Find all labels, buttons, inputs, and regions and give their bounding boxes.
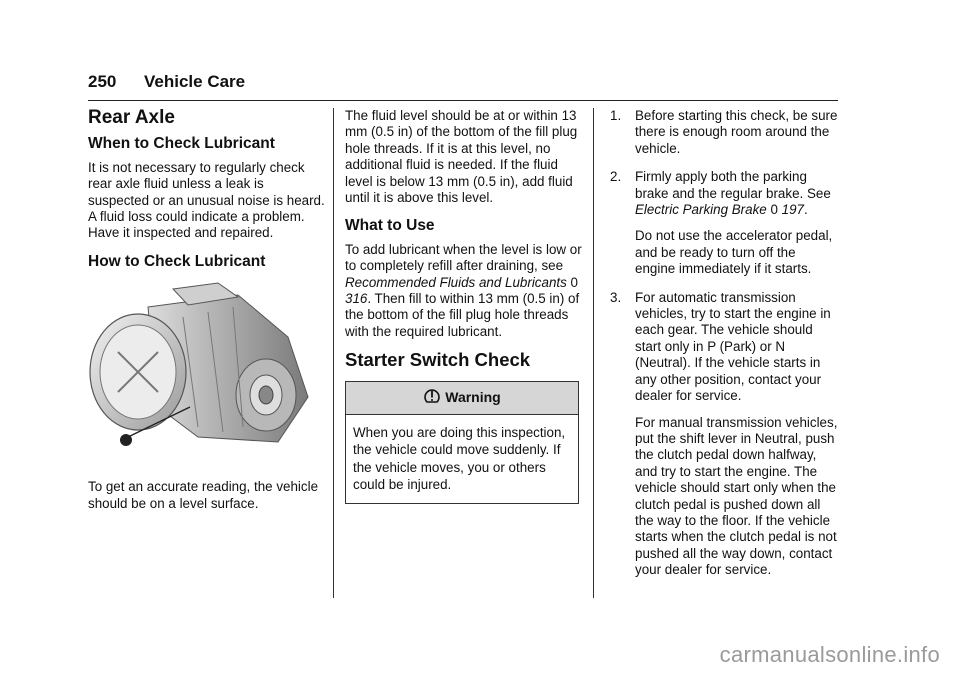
rear-axle-heading: Rear Axle <box>88 107 175 128</box>
starter-switch-heading: Starter Switch Check <box>345 349 531 371</box>
starter-check-steps <box>610 108 838 579</box>
column-3 <box>610 108 838 591</box>
page-number: 250 <box>88 72 117 91</box>
warning-header <box>346 382 578 415</box>
page-ref-number[interactable]: 197 <box>781 202 804 218</box>
page-ref-icon: 0 <box>770 202 778 218</box>
page-ref-icon: 0 <box>570 274 578 290</box>
how-to-check-heading: How to Check Lubricant <box>88 252 266 270</box>
column-1 <box>88 108 326 524</box>
when-to-check-heading: When to Check Lubricant <box>88 135 275 153</box>
watermark: carmanualsonline.info <box>719 642 940 667</box>
rear-axle-illustration <box>88 277 326 467</box>
page-header <box>88 70 838 101</box>
what-to-use-text: To add lubricant when the level is low or to completely refill after draining, see Recommended Fluids and Lubricants 0 316. Then fill to within 13 mm (0.5 in) of the bottom of the fill plug hole threads with the required lubricant. <box>345 241 582 339</box>
list-item: 1. Before starting this check, be sure there is enough room around the vehicle. <box>610 108 838 156</box>
electric-parking-brake-link[interactable]: Electric Parking Brake <box>635 202 767 218</box>
fluid-level-text: The fluid level should be at or within 13 mm (0.5 in) of the bottom of the fill plug hole threads. If it is at this level, no additional fluid is needed. If the fluid level is below 13 mm (0.5 in), add fluid until it is above this level. <box>345 108 578 206</box>
when-to-check-text: It is not necessary to regularly check rear axle fluid unless a leak is suspected or an unusual noise is heard. A fluid loss could indicate a problem. Have it inspected and repaired. <box>88 159 325 241</box>
column-divider <box>593 108 594 598</box>
warning-icon <box>423 387 441 408</box>
accurate-reading-text: To get an accurate reading, the vehicle should be on a level surface. <box>88 479 319 511</box>
section-title: Vehicle Care <box>144 72 246 91</box>
column-divider <box>333 108 334 598</box>
recommended-fluids-link[interactable]: Recommended Fluids and Lubricants <box>345 274 567 290</box>
warning-label: Warning <box>445 389 501 406</box>
warning-box <box>345 381 579 504</box>
list-item: 2. Firmly apply both the parking brake and the regular brake. See Electric Parking Brake 0 197. Do not use the accelerator pedal, and be ready to turn off the engine immediately if it starts. <box>610 169 833 277</box>
list-item: 3. For automatic transmission vehicles, try to start the engine in each gear. The vehicle should start only in P (Park) or N (Neutral). If the vehicle starts in any other position, contact your dealer for service. For manual transmission vehicles, put the shift lever in Neutral, push the clutch pedal down halfway, and try to start the engine. The vehicle should start only when the clutch pedal is pushed down all the way to the floor. If the vehicle starts when the clutch pedal is not pushed all the way down, contact your dealer for service. <box>610 289 838 578</box>
what-to-use-heading: What to Use <box>345 217 435 235</box>
page-ref-number[interactable]: 316 <box>345 291 368 307</box>
column-2 <box>345 108 583 504</box>
warning-text: When you are doing this inspection, the vehicle could move suddenly. If the vehicle moves, you or others could be injured. <box>353 424 566 493</box>
